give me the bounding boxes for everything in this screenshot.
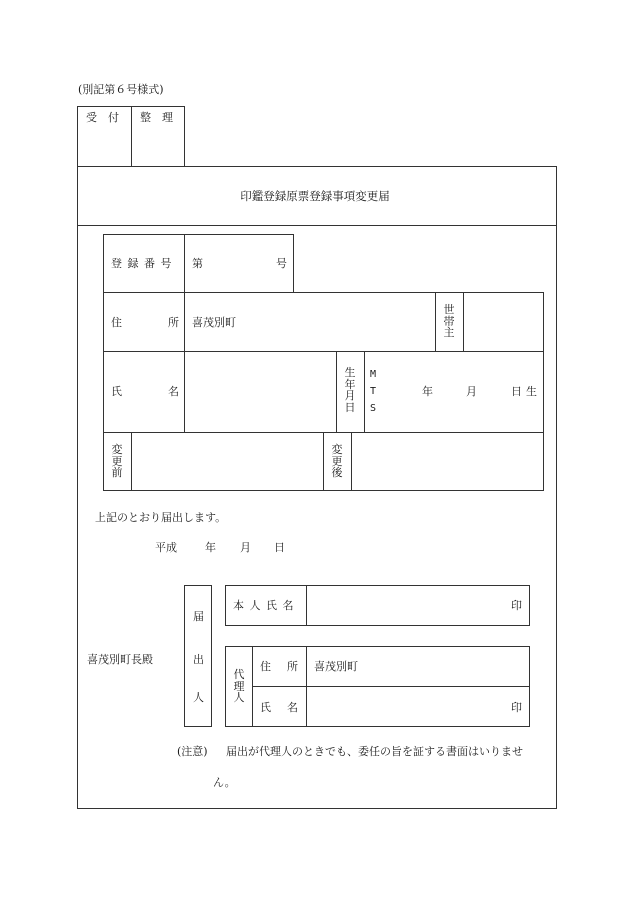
agent-label: 代理人 — [233, 668, 245, 705]
birth-month-label: 月 — [466, 385, 477, 398]
birthdate-label: 生年月日 — [344, 366, 356, 414]
principal-seal: 印 — [511, 599, 522, 612]
address-label-2: 所 — [168, 316, 179, 329]
agent-address-label-2: 所 — [287, 660, 298, 673]
divider — [184, 292, 185, 352]
address-label-1: 住 — [111, 316, 122, 329]
divider — [131, 432, 132, 491]
date-era: 平成 — [155, 541, 177, 554]
principal-name-label: 本 人 氏 名 — [233, 599, 295, 612]
date-day: 日 — [274, 541, 285, 554]
name-label-2: 名 — [168, 385, 179, 398]
notifier-label-char-2: 出 — [193, 653, 204, 666]
address-field[interactable] — [240, 300, 430, 344]
divider — [184, 234, 185, 293]
registration-number-prefix: 第 — [192, 257, 203, 270]
reception-divider — [131, 106, 132, 167]
agent-name-field[interactable] — [310, 691, 505, 723]
note-text-line2: ん。 — [213, 776, 236, 789]
form-title: 印鑑登録原票登録事項変更届 — [240, 189, 390, 203]
divider — [336, 351, 337, 433]
divider — [435, 292, 436, 352]
before-change-field[interactable] — [134, 436, 320, 488]
name-label-1: 氏 — [111, 385, 122, 398]
notice-text: 上記のとおり届出します。 — [95, 511, 227, 524]
date-month: 月 — [240, 541, 251, 554]
divider — [351, 432, 352, 491]
notifier-label-char-3: 人 — [193, 691, 204, 704]
before-change-label: 変更前 — [111, 443, 123, 480]
era-m: M — [370, 369, 377, 380]
registration-number-suffix: 号 — [276, 257, 287, 270]
agent-name-label-1: 氏 — [260, 701, 271, 714]
divider — [184, 351, 185, 433]
address-value: 喜茂別町 — [192, 316, 236, 329]
agent-address-value: 喜茂別町 — [314, 660, 358, 673]
after-change-label: 変更後 — [331, 443, 343, 480]
agent-seal: 印 — [511, 701, 522, 714]
date-year: 年 — [205, 541, 216, 554]
householder-field[interactable] — [466, 296, 540, 348]
agent-address-label-1: 住 — [260, 660, 271, 673]
divider — [323, 432, 324, 491]
form-number: (別記第６号様式) — [78, 83, 164, 96]
divider — [252, 686, 530, 687]
householder-label: 世帯主 — [443, 303, 455, 340]
era-s: S — [370, 403, 377, 414]
birthdate-field[interactable] — [384, 378, 534, 402]
note-text-line1: 届出が代理人のときでも、委任の旨を証する書面はいりませ — [226, 745, 523, 758]
agent-address-field[interactable] — [362, 650, 526, 682]
processing-label: 整 理 — [140, 111, 173, 124]
addressee: 喜茂別町長殿 — [87, 653, 153, 666]
registration-number-label: 登 録 番 号 — [111, 257, 173, 270]
registration-number-field[interactable] — [194, 253, 274, 275]
divider — [364, 351, 365, 433]
divider — [463, 292, 464, 352]
name-field[interactable] — [188, 356, 332, 428]
birth-day-label: 日生 — [511, 385, 541, 398]
birth-year-label: 年 — [422, 385, 433, 398]
after-change-field[interactable] — [354, 436, 540, 488]
principal-name-field[interactable] — [310, 590, 505, 622]
receipt-label: 受 付 — [86, 111, 119, 124]
agent-name-label-2: 名 — [287, 701, 298, 714]
notifier-label-char-1: 届 — [193, 610, 204, 623]
era-t: T — [370, 386, 377, 397]
note-label: (注意) — [177, 745, 208, 758]
title-divider — [77, 225, 557, 226]
divider — [306, 585, 307, 626]
